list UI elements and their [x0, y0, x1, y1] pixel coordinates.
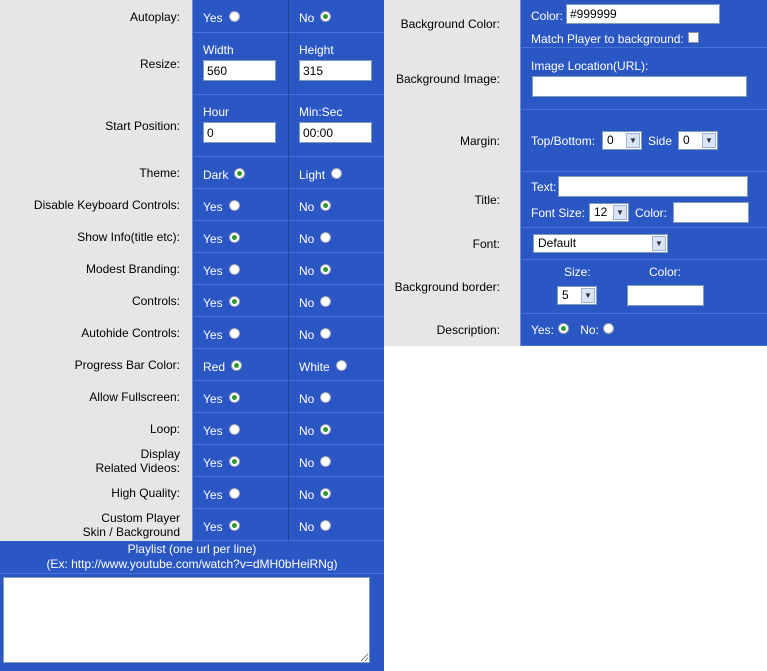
border-color-input[interactable]: [627, 285, 704, 306]
autoplay-yes-cell: [192, 0, 288, 33]
title-text-caption: Text:: [531, 180, 557, 194]
theme-dark-text: Dark: [203, 168, 229, 182]
progress-red-text: Red: [203, 360, 226, 374]
margin-side-caption: Side: [648, 134, 673, 148]
margin-side-value: 0: [683, 133, 690, 147]
margin-tb-caption: Top/Bottom:: [531, 134, 596, 148]
controls-label: Controls:: [0, 285, 192, 317]
autohide-label: Autohide Controls:: [0, 317, 192, 349]
playlist-panel: [0, 541, 384, 671]
keyboard-yes-cell: [192, 189, 288, 221]
skin-label-line2: Skin / Background: [82, 525, 180, 539]
bgimage-caption: Image Location(URL):: [531, 59, 649, 73]
fullscreen-label: Allow Fullscreen:: [0, 381, 192, 413]
hour-caption: Hour: [203, 105, 230, 119]
start-hour-cell: [192, 95, 288, 157]
progress-red-cell: [192, 349, 288, 381]
autohide-yes-text: Yes: [203, 328, 223, 342]
progress-white-cell: [288, 349, 384, 381]
modest-no-text: No: [299, 264, 315, 278]
related-label: [0, 445, 192, 477]
controls-yes-radio[interactable]: [229, 296, 240, 307]
loop-no-text: No: [299, 424, 315, 438]
showinfo-label: Show Info(title etc):: [0, 221, 192, 253]
autohide-no-text: No: [299, 328, 315, 342]
keyboard-no-radio[interactable]: [320, 200, 331, 211]
minsec-caption: Min:Sec: [299, 105, 343, 119]
keyboard-yes-text: Yes: [203, 200, 223, 214]
progress-label: Progress Bar Color:: [0, 349, 192, 381]
modest-yes-cell: [192, 253, 288, 285]
playlist-textarea[interactable]: [3, 577, 370, 663]
related-label-line1: Display: [140, 447, 180, 461]
margin-side-select[interactable]: [678, 131, 718, 150]
match-player-row: [531, 32, 699, 46]
controls-no-cell: [288, 285, 384, 317]
skin-label-line1: Custom Player: [101, 511, 180, 525]
theme-light-cell: [288, 157, 384, 189]
showinfo-no-cell: [288, 221, 384, 253]
margin-tb-value: 0: [607, 133, 614, 147]
related-yes-text: Yes: [203, 456, 223, 470]
fullscreen-yes-radio[interactable]: [229, 392, 240, 403]
autohide-yes-cell: [192, 317, 288, 349]
hq-yes-text: Yes: [203, 488, 223, 502]
skin-no-radio[interactable]: [320, 520, 331, 531]
chevron-down-icon: ▼: [702, 133, 716, 148]
border-size-value: 5: [562, 288, 569, 302]
bgimage-label: Background Image:: [384, 48, 520, 110]
height-input[interactable]: [299, 60, 372, 81]
theme-dark-radio[interactable]: [234, 168, 245, 179]
showinfo-no-text: No: [299, 232, 315, 246]
autoplay-no-text: No: [299, 11, 315, 25]
border-color-caption: Color:: [649, 265, 682, 279]
hq-no-text: No: [299, 488, 315, 502]
width-input[interactable]: [203, 60, 276, 81]
minsec-input[interactable]: [299, 122, 372, 143]
autohide-no-cell: [288, 317, 384, 349]
font-cell: [520, 228, 767, 260]
match-player-text: Match Player to background:: [531, 32, 684, 46]
modest-yes-radio[interactable]: [229, 264, 240, 275]
hq-no-cell: [288, 477, 384, 509]
showinfo-yes-radio[interactable]: [229, 232, 240, 243]
resize-width-cell: [192, 33, 288, 95]
loop-no-radio[interactable]: [320, 424, 331, 435]
resize-label: Resize:: [0, 33, 192, 95]
keyboard-yes-radio[interactable]: [229, 200, 240, 211]
bgimage-url-input[interactable]: [532, 76, 747, 97]
description-no-radio[interactable]: [603, 323, 614, 334]
title-color-input[interactable]: [673, 202, 749, 223]
related-no-text: No: [299, 456, 315, 470]
chevron-down-icon: ▼: [652, 236, 666, 251]
theme-label: Theme:: [0, 157, 192, 189]
hq-yes-radio[interactable]: [229, 488, 240, 499]
title-fontsize-value: 12: [594, 205, 608, 219]
description-yes-text: Yes:: [531, 323, 554, 337]
start-minsec-cell: [288, 95, 384, 157]
bgcolor-color-caption: Color:: [531, 9, 564, 23]
loop-label: Loop:: [0, 413, 192, 445]
skin-no-text: No: [299, 520, 315, 534]
width-caption: Width: [203, 43, 234, 57]
border-cell: [520, 260, 767, 314]
border-label: Background border:: [384, 260, 520, 314]
playlist-title: Playlist (one url per line): [127, 542, 257, 556]
controls-no-radio[interactable]: [320, 296, 331, 307]
resize-height-cell: [288, 33, 384, 95]
bgcolor-label: Background Color:: [384, 0, 520, 48]
modest-no-cell: [288, 253, 384, 285]
loop-yes-radio[interactable]: [229, 424, 240, 435]
hq-no-radio[interactable]: [320, 488, 331, 499]
bgimage-cell: [520, 48, 767, 110]
fullscreen-no-text: No: [299, 392, 315, 406]
height-caption: Height: [299, 43, 334, 57]
title-label: Title:: [384, 172, 520, 228]
theme-light-text: Light: [299, 168, 326, 182]
related-no-cell: [288, 445, 384, 477]
border-size-caption: Size:: [564, 265, 591, 279]
chevron-down-icon: ▼: [581, 288, 595, 303]
related-yes-cell: [192, 445, 288, 477]
progress-red-radio[interactable]: [231, 360, 242, 371]
font-label: Font:: [384, 228, 520, 260]
keyboard-no-text: No: [299, 200, 315, 214]
skin-label: [0, 509, 192, 541]
controls-yes-text: Yes: [203, 296, 223, 310]
skin-no-cell: [288, 509, 384, 541]
hq-label: High Quality:: [0, 477, 192, 509]
autoplay-no-radio[interactable]: [320, 11, 331, 22]
margin-tb-select[interactable]: [602, 131, 642, 150]
theme-light-radio[interactable]: [331, 168, 342, 179]
hour-input[interactable]: [203, 122, 276, 143]
autohide-no-radio[interactable]: [320, 328, 331, 339]
theme-dark-cell: [192, 157, 288, 189]
controls-yes-cell: [192, 285, 288, 317]
loop-yes-cell: [192, 413, 288, 445]
description-yes-radio[interactable]: [558, 323, 569, 334]
showinfo-yes-cell: [192, 221, 288, 253]
autoplay-yes-radio[interactable]: [229, 11, 240, 22]
skin-yes-cell: [192, 509, 288, 541]
title-text-input[interactable]: [558, 176, 748, 197]
chevron-down-icon: ▼: [613, 205, 627, 220]
playlist-header: [0, 541, 384, 574]
progress-white-radio[interactable]: [336, 360, 347, 371]
margin-label: Margin:: [384, 110, 520, 172]
skin-yes-radio[interactable]: [229, 520, 240, 531]
progress-white-text: White: [299, 360, 330, 374]
fullscreen-yes-cell: [192, 381, 288, 413]
description-no-text: No:: [580, 323, 599, 337]
loop-yes-text: Yes: [203, 424, 223, 438]
modest-yes-text: Yes: [203, 264, 223, 278]
title-fontsize-select[interactable]: [589, 203, 629, 222]
fullscreen-no-cell: [288, 381, 384, 413]
modest-label: Modest Branding:: [0, 253, 192, 285]
related-yes-radio[interactable]: [229, 456, 240, 467]
playlist-example: (Ex: http://www.youtube.com/watch?v=dMH0bHeiRNg): [46, 557, 338, 571]
related-no-radio[interactable]: [320, 456, 331, 467]
description-cell: [520, 314, 767, 346]
title-cell: [520, 172, 767, 228]
border-size-select[interactable]: [557, 286, 597, 305]
showinfo-no-radio[interactable]: [320, 232, 331, 243]
font-select[interactable]: [533, 234, 668, 253]
keyboard-label: Disable Keyboard Controls:: [0, 189, 192, 221]
title-fontsize-caption: Font Size:: [531, 206, 586, 220]
hq-yes-cell: [192, 477, 288, 509]
showinfo-yes-text: Yes: [203, 232, 223, 246]
description-label: Description:: [384, 314, 520, 346]
margin-cell: [520, 110, 767, 172]
autoplay-label: Autoplay:: [0, 0, 192, 33]
bgcolor-cell: [520, 0, 767, 48]
autoplay-no-cell: [288, 0, 384, 33]
chevron-down-icon: ▼: [626, 133, 640, 148]
bgcolor-color-input[interactable]: [566, 4, 720, 24]
start-position-label: Start Position:: [0, 95, 192, 157]
skin-yes-text: Yes: [203, 520, 223, 534]
fullscreen-yes-text: Yes: [203, 392, 223, 406]
fullscreen-no-radio[interactable]: [320, 392, 331, 403]
modest-no-radio[interactable]: [320, 264, 331, 275]
loop-no-cell: [288, 413, 384, 445]
autohide-yes-radio[interactable]: [229, 328, 240, 339]
autoplay-yes-text: Yes: [203, 11, 223, 25]
keyboard-no-cell: [288, 189, 384, 221]
match-player-checkbox[interactable]: [688, 32, 699, 43]
related-label-line2: Related Videos:: [95, 461, 180, 475]
title-color-caption: Color:: [635, 206, 668, 220]
font-value: Default: [538, 236, 577, 250]
controls-no-text: No: [299, 296, 315, 310]
